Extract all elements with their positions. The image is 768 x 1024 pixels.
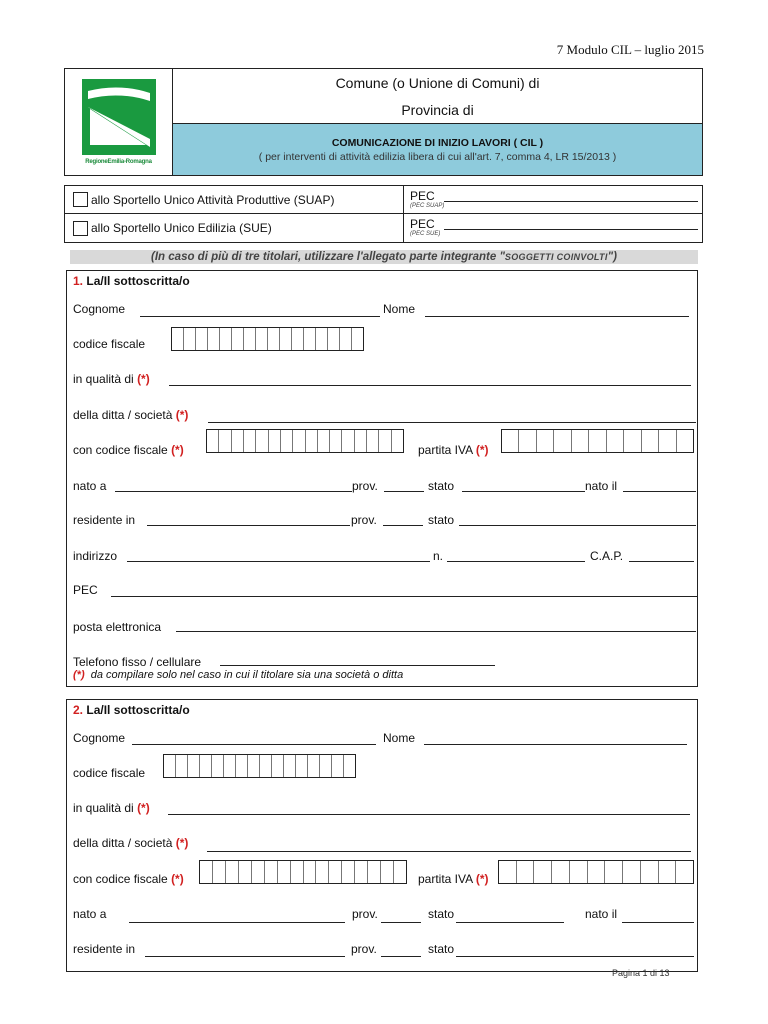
numero-label: n. [433, 549, 444, 563]
con-cf-2-label: con codice fiscale (*) [73, 872, 184, 886]
sportello-row-sue [65, 214, 702, 242]
nato-a-2-label: nato a [73, 907, 107, 921]
ditta-field[interactable] [208, 422, 696, 423]
nome-field[interactable] [425, 316, 689, 317]
residente-stato-2-field[interactable] [456, 956, 694, 957]
residente-prov-2-field[interactable] [381, 956, 421, 957]
form-title-banner [173, 123, 702, 175]
codice-fiscale-2-boxes[interactable] [163, 754, 356, 778]
section-1-title [73, 274, 190, 288]
notice-suffix: ") [607, 251, 617, 263]
nato-il-field[interactable] [623, 491, 696, 492]
qualita-2-field[interactable] [168, 814, 690, 815]
multiple-owners-notice [70, 250, 698, 264]
form-version-note: 7 Modulo CIL – luglio 2015 [556, 42, 704, 57]
nato-stato-label: stato [428, 479, 455, 493]
indirizzo-field[interactable] [127, 561, 430, 562]
sue-label: allo Sportello Unico Edilizia (SUE) [91, 221, 272, 235]
pec-suap-hint: (PEC SUAP) [410, 203, 445, 209]
ditta-label: della ditta / società (*) [73, 408, 189, 422]
nato-a-field[interactable] [115, 491, 352, 492]
section-2-title [73, 703, 190, 717]
nato-a-label: nato a [73, 479, 107, 493]
nato-prov-2-label: prov. [352, 907, 378, 921]
piva-label: partita IVA (*) [418, 443, 489, 457]
cognome-2-label: Cognome [73, 731, 126, 745]
codice-fiscale-label: codice fiscale [73, 337, 146, 351]
form-subtitle: ( per interventi di attività edilizia libera di cui all'art. 7, comma 4, LR 15/2013 ) [258, 150, 617, 163]
logo-text: RegioneEmilia-Romagna [85, 159, 152, 165]
provincia-line: Provincia di [401, 101, 474, 118]
notice-prefix: (In caso di più di tre titolari, utilizzare l'allegato parte integrante " [151, 251, 505, 263]
section-1-number: 1. [73, 274, 84, 288]
residente-field[interactable] [147, 525, 350, 526]
nato-prov-field[interactable] [384, 491, 424, 492]
pec-label: PEC [73, 583, 98, 597]
ditta-codice-fiscale-2-boxes[interactable] [199, 860, 407, 884]
qualita-label: in qualità di (*) [73, 372, 150, 386]
posta-label: posta elettronica [73, 620, 162, 634]
form-title: COMUNICAZIONE DI INIZIO LAVORI ( CIL ) [331, 136, 544, 149]
sue-checkbox[interactable] [73, 221, 88, 236]
nato-a-2-field[interactable] [129, 922, 345, 923]
suap-label: allo Sportello Unico Attività Produttive (SUAP) [91, 192, 335, 207]
cognome-2-field[interactable] [132, 744, 376, 745]
residente-prov-2-label: prov. [351, 942, 377, 956]
pec-suap-label: PEC [410, 189, 435, 203]
qualita-field[interactable] [169, 385, 691, 386]
nato-stato-2-field[interactable] [456, 922, 564, 923]
partita-iva-boxes[interactable] [501, 429, 694, 453]
suap-checkbox[interactable] [73, 192, 88, 207]
nato-il-2-field[interactable] [622, 922, 694, 923]
nome-2-label: Nome [383, 731, 416, 745]
con-cf-label: con codice fiscale (*) [73, 443, 184, 457]
qualita-2-label: in qualità di (*) [73, 801, 150, 815]
indirizzo-label: indirizzo [73, 549, 118, 563]
cognome-field[interactable] [140, 316, 380, 317]
nato-prov-label: prov. [352, 479, 378, 493]
residente-2-field[interactable] [145, 956, 345, 957]
partita-iva-2-boxes[interactable] [498, 860, 694, 884]
ditta-2-label: della ditta / società (*) [73, 836, 189, 850]
residente-stato-2-label: stato [428, 942, 455, 956]
residente-stato-field[interactable] [459, 525, 696, 526]
ditta-codice-fiscale-boxes[interactable] [206, 429, 404, 453]
page-number: Pagina 1 di 13 [612, 968, 670, 978]
sportello-row-suap [65, 186, 702, 214]
section-1-footnote: (*) da compilare solo nel caso in cui il titolare sia una società o ditta [73, 669, 404, 681]
form-header [64, 68, 703, 176]
section-2-number: 2. [73, 703, 84, 717]
nato-il-2-label: nato il [585, 907, 618, 921]
nome-label: Nome [383, 302, 416, 316]
section-1-heading: La/Il sottoscritta/o [86, 274, 190, 288]
cognome-label: Cognome [73, 302, 126, 316]
residente-label: residente in [73, 513, 136, 527]
codice-fiscale-boxes[interactable] [171, 327, 364, 351]
nome-2-field[interactable] [424, 744, 687, 745]
numero-field[interactable] [447, 561, 585, 562]
residente-stato-label: stato [428, 513, 455, 527]
pec-field[interactable] [111, 596, 698, 597]
nato-stato-field[interactable] [462, 491, 585, 492]
pec-suap-field[interactable] [444, 201, 698, 202]
pec-sue-hint: (PEC SUE) [410, 231, 441, 237]
comune-line: Comune (o Unione di Comuni) di [335, 74, 540, 91]
regione-logo-icon [82, 79, 156, 155]
cap-field[interactable] [629, 561, 694, 562]
pec-sue-label: PEC [410, 217, 435, 231]
regione-logo [82, 79, 156, 165]
notice-attachment-name: SOGGETTI COINVOLTI [504, 252, 608, 262]
sportello-table [64, 185, 703, 243]
residente-prov-field[interactable] [383, 525, 423, 526]
piva-2-label: partita IVA (*) [418, 872, 489, 886]
nato-il-label: nato il [585, 479, 618, 493]
telefono-field[interactable] [220, 665, 495, 666]
codice-fiscale-2-label: codice fiscale [73, 766, 146, 780]
nato-stato-2-label: stato [428, 907, 455, 921]
cap-label: C.A.P. [590, 549, 624, 563]
pec-sue-field[interactable] [444, 229, 698, 230]
residente-prov-label: prov. [351, 513, 377, 527]
section-2-heading: La/Il sottoscritta/o [86, 703, 190, 717]
telefono-label: Telefono fisso / cellulare [73, 655, 202, 669]
ditta-2-field[interactable] [207, 851, 691, 852]
nato-prov-2-field[interactable] [381, 922, 421, 923]
section-1-signatory [66, 270, 698, 687]
logo-cell [65, 69, 173, 175]
posta-elettronica-field[interactable] [176, 631, 696, 632]
residente-2-label: residente in [73, 942, 136, 956]
section-2-signatory [66, 699, 698, 972]
